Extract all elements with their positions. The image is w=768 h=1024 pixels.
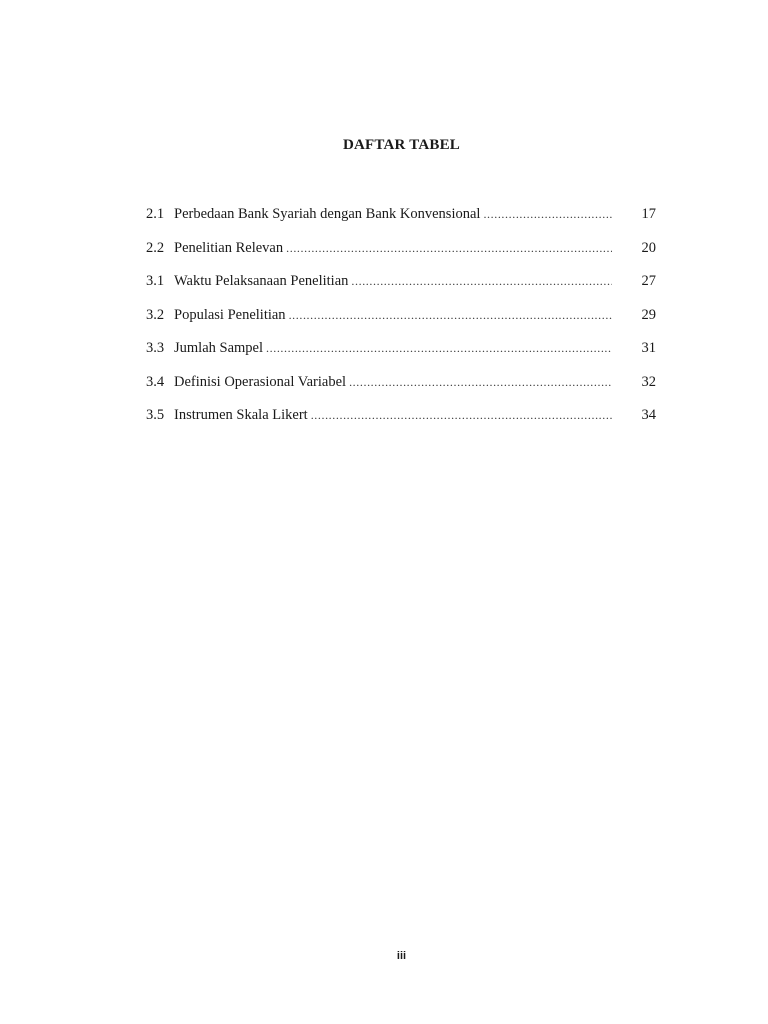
dot-leader xyxy=(351,271,612,291)
entry-number: 3.5 xyxy=(146,407,165,423)
entry-number: 2.1 xyxy=(146,206,165,222)
entry-number: 2.2 xyxy=(146,239,165,256)
entry-number: 3.2 xyxy=(146,306,165,323)
entry-page: 32 xyxy=(641,373,656,390)
entry-page: 31 xyxy=(641,340,656,356)
entry-number: 3.1 xyxy=(146,273,165,289)
dot-leader xyxy=(289,305,612,325)
entry-label: Definisi Operasional Variabel xyxy=(174,373,347,390)
entry-label: Perbedaan Bank Syariah dengan Bank Konvensional xyxy=(174,206,481,222)
entry-label: Populasi Penelitian xyxy=(174,306,286,323)
entry-number: 3.3 xyxy=(146,340,165,356)
list-item[interactable] xyxy=(146,238,656,272)
list-item[interactable] xyxy=(146,204,656,238)
entry-page: 29 xyxy=(641,306,656,323)
entry-page: 34 xyxy=(641,407,656,423)
dot-leader xyxy=(286,238,612,258)
entry-page: 27 xyxy=(641,273,656,289)
list-item[interactable] xyxy=(146,305,656,339)
list-item[interactable] xyxy=(146,271,656,305)
list-item[interactable] xyxy=(146,338,656,372)
entry-number: 3.4 xyxy=(146,373,165,390)
dot-leader xyxy=(266,338,612,358)
entry-label: Instrumen Skala Likert xyxy=(174,407,308,423)
dot-leader xyxy=(349,372,612,392)
entry-label: Waktu Pelaksanaan Penelitian xyxy=(174,273,349,289)
entry-page: 17 xyxy=(641,206,656,222)
dot-leader xyxy=(483,204,612,224)
dot-leader xyxy=(311,405,612,425)
table-list xyxy=(146,204,656,439)
list-item[interactable] xyxy=(146,405,656,439)
page-number: iii xyxy=(396,950,407,962)
entry-page: 20 xyxy=(641,239,656,256)
entry-label: Jumlah Sampel xyxy=(174,340,264,356)
page-title: DAFTAR TABEL xyxy=(342,137,460,153)
entry-label: Penelitian Relevan xyxy=(174,239,284,256)
list-item[interactable] xyxy=(146,372,656,406)
